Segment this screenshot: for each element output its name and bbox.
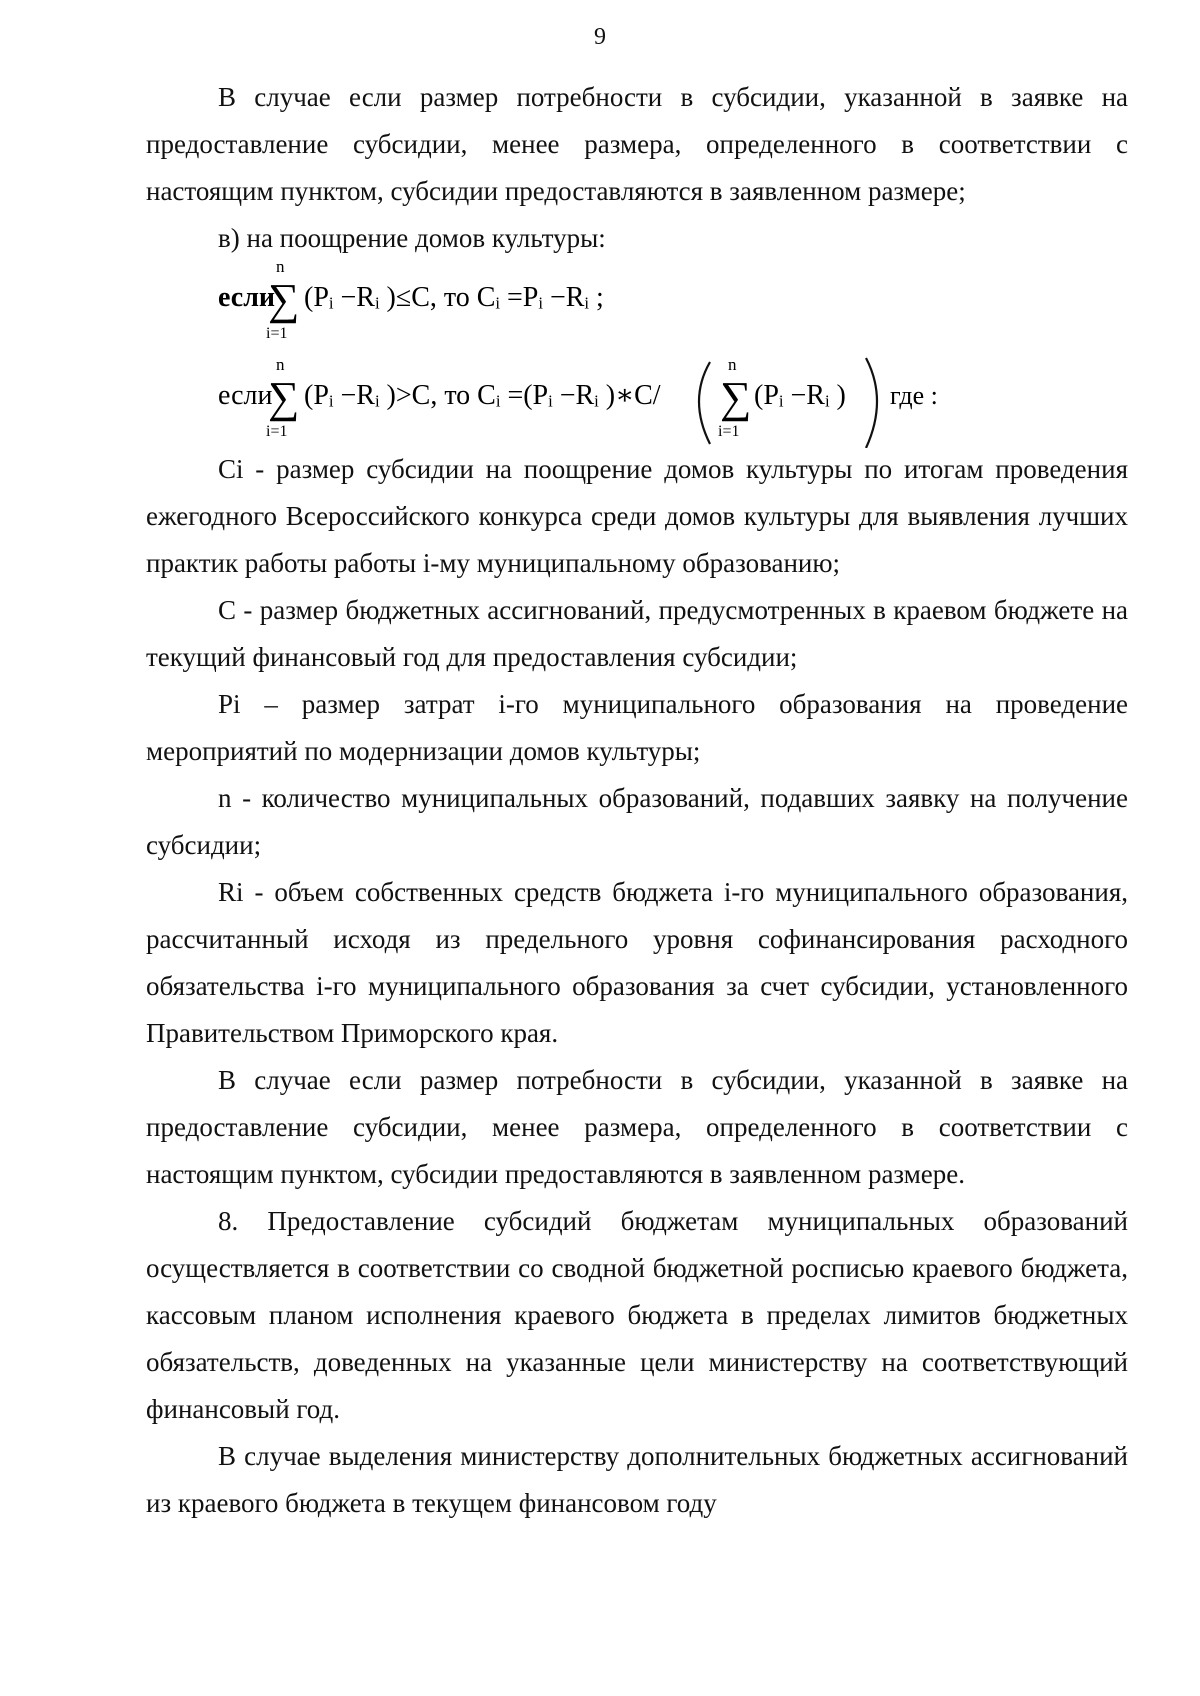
definition-n: n - количество муниципальных образований, подавших заявку на получение субсидии;: [146, 783, 1128, 860]
formula-2-inner-sum-lower: i=1: [718, 423, 740, 440]
paragraph-request-size-note: В случае если размер потребности в субсидии, указанной в заявке на предоставление субсидии, менее размера, определенного в соответствии с настоящим пунктом, субсидии предоставляются в заявленном размере;: [146, 82, 1128, 206]
formula-2-inner-sum-sign: ∑: [720, 373, 752, 422]
paragraph-point-8: 8. Предоставление субсидий бюджетам муниципальных образований осуществляется в соответствии со сводной бюджетной росписью краевого бюджета, кассовым планом исполнения краевого бюджета в пределах лимитов бюджетных обязательств, доведенных на указанные цели министерству на соответствующий финансовый год.: [146, 1206, 1128, 1424]
formula-2-left-paren: [699, 362, 710, 444]
paragraph-request-size-note-2: В случае если размер потребности в субсидии, указанной в заявке на предоставление субсидии, менее размера, определенного в соответствии с настоящим пунктом, субсидии предоставляются в заявленном размере.: [146, 1065, 1128, 1189]
definition-ci: Ci - размер субсидии на поощрение домов культуры по итогам проведения ежегодного Всероссийского конкурса среди домов культуры для выявления лучших практик работы работы i-му муниципальному образованию;: [146, 454, 1128, 578]
formula-2-suffix: где :: [890, 381, 938, 410]
formula-2-inner-sum-upper: n: [728, 355, 737, 374]
formula-1-sum-upper: n: [276, 257, 285, 276]
formula-2: [218, 352, 978, 453]
page-number: 9: [594, 24, 606, 50]
formula-2-body-left: (Pᵢ −Rᵢ )>C, то Cᵢ =(Pᵢ −Rᵢ )∗C/: [304, 380, 661, 411]
formula-1-prefix: если: [218, 282, 276, 313]
formula-1: [218, 256, 738, 345]
formula-2-prefix: если: [218, 380, 273, 411]
formula-2-inner-body: (Pᵢ −Rᵢ ): [754, 380, 846, 411]
top-text-block: [146, 74, 1128, 262]
formula-2-sum-lower: i=1: [266, 423, 288, 440]
paragraph-additional-allocations: В случае выделения министерству дополнительных бюджетных ассигнований из краевого бюджета в текущем финансовом году: [146, 1441, 1128, 1518]
formula-1-sum-sign: ∑: [268, 275, 300, 324]
definition-c: С - размер бюджетных ассигнований, предусмотренных в краевом бюджете на текущий финансовый год для предоставления субсидии;: [146, 595, 1128, 672]
formula-2-svg: [218, 352, 978, 448]
formula-2-sum-sign: ∑: [268, 373, 300, 422]
formula-1-sum-lower: i=1: [266, 325, 288, 340]
main-text-block: [146, 446, 1128, 1527]
definition-ri: Ri - объем собственных средств бюджета i-го муниципального образования, рассчитанный исходя из предельного уровня софинансирования расходного обязательства i-го муниципального образования за счет субсидии, установленного Правительством Приморского края.: [146, 877, 1128, 1048]
formula-2-right-paren: [866, 358, 877, 448]
paragraph-subpoint-v: в) на поощрение домов культуры:: [218, 223, 606, 253]
formula-1-svg: [218, 256, 738, 340]
formula-1-body: (Pᵢ −Rᵢ )≤C, то Cᵢ =Pᵢ −Rᵢ ;: [304, 282, 604, 313]
formula-2-sum-upper: n: [276, 355, 285, 374]
definition-pi: Pi – размер затрат i-го муниципального образования на проведение мероприятий по модернизации домов культуры;: [146, 689, 1128, 766]
